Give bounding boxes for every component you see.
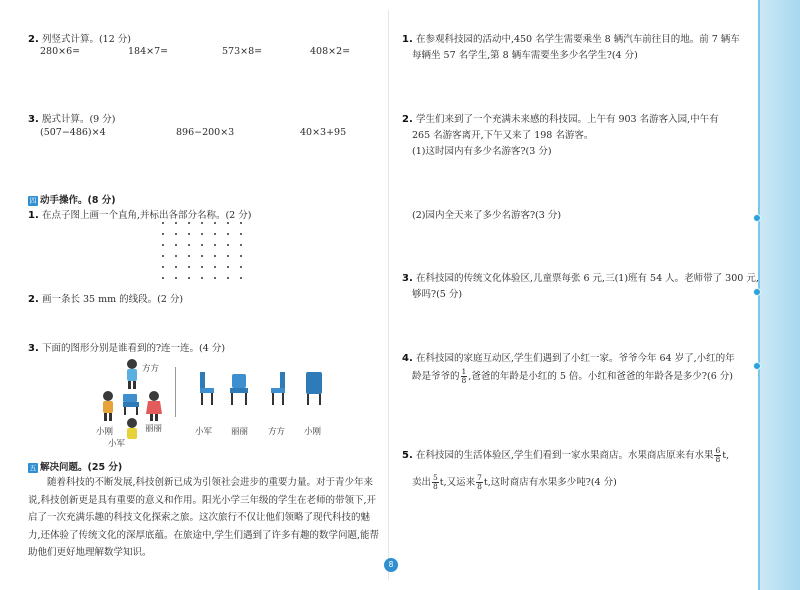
- grid-dot[interactable]: [214, 277, 216, 279]
- text-segment: 卖出: [412, 477, 432, 488]
- question-number: 2.: [28, 34, 39, 45]
- s4-q3: [28, 340, 225, 354]
- fraction-numerator: 6: [715, 446, 721, 455]
- grid-dot[interactable]: [175, 233, 177, 235]
- question-text: 每辆坐 57 名学生,第 8 辆车需要坐多少名学生?(4 分): [412, 50, 638, 61]
- question-text-with-fraction: [412, 474, 617, 491]
- calc-item: 573×8=: [222, 46, 263, 57]
- section-title: 解决问题。(25 分): [40, 462, 123, 473]
- chair-side-view-icon[interactable]: [200, 372, 214, 405]
- grid-dot[interactable]: [214, 233, 216, 235]
- person-icon: [127, 418, 137, 439]
- grid-dot[interactable]: [162, 222, 164, 224]
- grid-dot[interactable]: [240, 255, 242, 257]
- question-number: 2.: [402, 114, 413, 125]
- fraction: [461, 368, 468, 385]
- grid-dot[interactable]: [175, 266, 177, 268]
- section-four-heading: [28, 192, 116, 206]
- grid-dot[interactable]: [214, 266, 216, 268]
- view-label: 丽丽: [231, 427, 249, 437]
- sub-question: (1)这时园内有多少名游客?(3 分): [412, 146, 552, 157]
- fraction: [714, 447, 721, 464]
- question-text: 下面的图形分别是谁看到的?连一连。(4 分): [41, 343, 226, 354]
- grid-dot[interactable]: [214, 255, 216, 257]
- figure-separator: [175, 367, 176, 417]
- grid-dot[interactable]: [227, 277, 229, 279]
- dot-grid[interactable]: [162, 222, 252, 284]
- grid-dot[interactable]: [227, 266, 229, 268]
- sub-question: (2)园内全天来了多少名游客?(3 分): [412, 210, 562, 221]
- person-label-fangfang: 方方: [142, 364, 160, 374]
- grid-dot[interactable]: [201, 255, 203, 257]
- question-text: 在点子图上画一个直角,并标出各部分名称。(2 分): [41, 210, 252, 221]
- fraction-denominator: 8: [715, 455, 721, 464]
- s4-q2: [28, 291, 183, 305]
- grid-dot[interactable]: [188, 222, 190, 224]
- fraction-denominator: 8: [461, 376, 467, 385]
- person-label-lili: 丽丽: [145, 424, 163, 434]
- question-number: 3.: [402, 273, 413, 284]
- section-five-heading: [28, 459, 122, 473]
- question-title: 脱式计算。(9 分): [41, 114, 116, 125]
- grid-dot[interactable]: [201, 222, 203, 224]
- sidebar-marker-dot: [753, 362, 761, 370]
- fraction: [476, 474, 483, 491]
- sidebar-marker-dot: [753, 288, 761, 296]
- grid-dot[interactable]: [240, 277, 242, 279]
- question-number: 5.: [402, 450, 413, 461]
- view-label: 方方: [268, 427, 286, 437]
- fraction-denominator: 8: [477, 482, 482, 491]
- question-text: 在参观科技园的活动中,450 名学生需要乘坐 8 辆汽车前往目的地。前 7 辆车: [415, 34, 740, 45]
- calc-item: 184×7=: [128, 46, 169, 57]
- text-segment: t,: [722, 450, 730, 461]
- text-segment: t,这时商店有水果多少吨?(4 分): [483, 477, 617, 488]
- calc-item: (507−486)×4: [40, 127, 106, 138]
- story-paragraph: 随着科技的不断发展,科技创新已成为引领社会进步的重要力量。对于青少年来说,科技创新更是具有重要的意义和作用。阳光小学三年级的学生在老师的带领下,开启了一次充满乐趣的科技文化探索之旅。这次旅行不仅让他们领略了现代科技的魅力,还体验了传统文化的深厚底蕴。在旅途中,学生们遇到了许多有趣的数学问题,能帮助他们更好地理解数学知识。: [28, 477, 380, 558]
- question-number: 3.: [28, 343, 39, 354]
- question-text: 265 名游客离开,下午又来了 198 名游客。: [412, 130, 594, 141]
- right-q3-line1: [402, 270, 759, 284]
- chair-views: [192, 370, 332, 410]
- grid-dot[interactable]: [175, 222, 177, 224]
- grid-dot[interactable]: [201, 244, 203, 246]
- chair-side-view-icon[interactable]: [271, 372, 285, 405]
- fraction: [432, 474, 439, 491]
- question-text: 在科技园的传统文化体验区,儿童票每张 6 元,三(1)班有 54 人。老师带了 300 元,: [415, 273, 759, 284]
- grid-dot[interactable]: [214, 222, 216, 224]
- right-q1-line1: [402, 31, 740, 45]
- s4-q1: [28, 207, 251, 221]
- person-icon: [146, 391, 162, 421]
- grid-dot[interactable]: [162, 233, 164, 235]
- view-label: 小刚: [304, 427, 322, 437]
- left-q3-heading: [28, 111, 115, 125]
- question-number: 4.: [402, 353, 413, 364]
- page-number: 8: [384, 558, 398, 572]
- calc-item: 896−200×3: [176, 127, 235, 138]
- grid-dot[interactable]: [162, 266, 164, 268]
- grid-dot[interactable]: [240, 266, 242, 268]
- grid-dot[interactable]: [227, 222, 229, 224]
- chair-front-view-icon[interactable]: [230, 374, 248, 405]
- grid-dot[interactable]: [227, 233, 229, 235]
- person-label-xiaojun: 小军: [108, 439, 126, 449]
- grid-dot[interactable]: [188, 244, 190, 246]
- grid-dot[interactable]: [175, 255, 177, 257]
- grid-dot[interactable]: [188, 277, 190, 279]
- grid-dot[interactable]: [227, 255, 229, 257]
- page-edge-sidebar: [758, 0, 800, 590]
- question-text: 画一条长 35 mm 的线段。(2 分): [41, 294, 184, 305]
- question-number: 1.: [28, 210, 39, 221]
- grid-dot[interactable]: [240, 244, 242, 246]
- question-number: 2.: [28, 294, 39, 305]
- fraction-numerator: 7: [477, 473, 482, 482]
- grid-dot[interactable]: [240, 233, 242, 235]
- grid-dot[interactable]: [214, 244, 216, 246]
- fraction-denominator: 8: [433, 482, 438, 491]
- text-segment: t,又运来: [439, 477, 476, 488]
- question-text-with-fraction: [412, 368, 733, 385]
- grid-dot[interactable]: [227, 244, 229, 246]
- text-segment: 在科技园的生活体验区,学生们看到一家水果商店。水果商店原来有水果: [415, 450, 714, 461]
- grid-dot[interactable]: [162, 277, 164, 279]
- grid-dot[interactable]: [201, 233, 203, 235]
- calc-item: 280×6=: [40, 46, 81, 57]
- question-number: 3.: [28, 114, 39, 125]
- fraction-numerator: 1: [461, 367, 467, 376]
- text-segment: ,爸爸的年龄是小红的 5 倍。小红和爸爸的年龄各是多少?(6 分): [468, 371, 733, 382]
- column-divider: [388, 10, 389, 580]
- right-q4-line1: [402, 350, 735, 364]
- question-text: 够吗?(5 分): [412, 289, 463, 300]
- question-text: 在科技园的家庭互动区,学生们遇到了小红一家。爷爷今年 64 岁了,小红的年: [415, 353, 735, 364]
- grid-dot[interactable]: [175, 244, 177, 246]
- right-q2-line1: [402, 111, 719, 125]
- calc-item: 408×2=: [310, 46, 351, 57]
- question-title: 列竖式计算。(12 分): [41, 34, 131, 45]
- grid-dot[interactable]: [188, 266, 190, 268]
- calc-item: 40×3+95: [300, 127, 347, 138]
- chair-back-view-icon[interactable]: [306, 372, 322, 405]
- person-label-xiaogang: 小刚: [96, 427, 114, 437]
- text-segment: 龄是爷爷的: [412, 371, 460, 382]
- section-tag: 四: [29, 196, 37, 205]
- fraction-numerator: 5: [433, 473, 438, 482]
- grid-dot[interactable]: [162, 255, 164, 257]
- section-title: 动手操作。(8 分): [40, 195, 116, 206]
- grid-dot[interactable]: [240, 222, 242, 224]
- right-q5-line1: [402, 447, 729, 464]
- section-tag: 五: [29, 463, 37, 472]
- sidebar-marker-dot: [753, 214, 761, 222]
- question-number: 1.: [402, 34, 413, 45]
- grid-dot[interactable]: [175, 277, 177, 279]
- grid-dot[interactable]: [201, 277, 203, 279]
- grid-dot[interactable]: [201, 266, 203, 268]
- grid-dot[interactable]: [162, 244, 164, 246]
- left-q2-heading: [28, 31, 131, 45]
- grid-dot[interactable]: [188, 233, 190, 235]
- grid-dot[interactable]: [188, 255, 190, 257]
- question-text: 学生们来到了一个充满未来感的科技园。上午有 903 名游客入园,中午有: [415, 114, 719, 125]
- person-icon: [103, 391, 113, 421]
- person-icon: [127, 359, 137, 389]
- chair-icon: [123, 394, 139, 415]
- view-label: 小军: [195, 427, 213, 437]
